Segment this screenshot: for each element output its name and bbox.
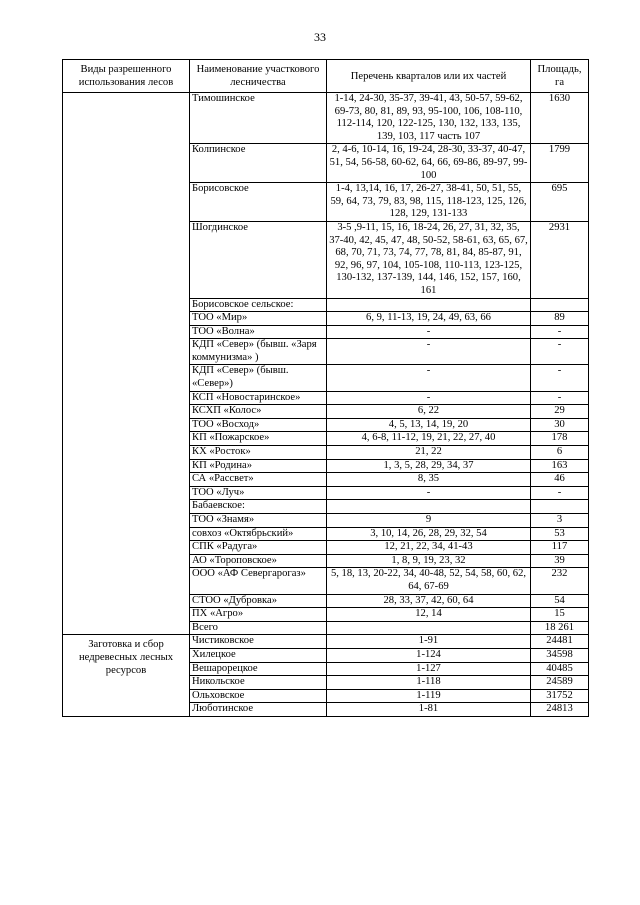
quarters-cell: 1-81	[327, 703, 531, 717]
area-cell: 695	[531, 183, 589, 222]
forestry-name-cell: КСХП «Колос»	[190, 405, 327, 419]
area-cell: 46	[531, 473, 589, 487]
forestry-name-cell: СА «Рассвет»	[190, 473, 327, 487]
forestry-name-cell: Ольховское	[190, 689, 327, 703]
area-cell: 3	[531, 514, 589, 528]
quarters-cell: 12, 14	[327, 608, 531, 622]
quarters-cell: 1-14, 24-30, 35-37, 39-41, 43, 50-57, 59-62, 69-73, 80, 81, 89, 93, 95-100, 106, 108-110, 112-114, 120, 122-125, 130, 132, 133, 135, 139, 103, 117 часть 107	[327, 93, 531, 144]
quarters-cell: -	[327, 486, 531, 500]
area-cell: 24481	[531, 635, 589, 649]
header-use-type: Виды разрешенного использования лесов	[63, 60, 190, 93]
forestry-name-cell: КП «Пожарское»	[190, 432, 327, 446]
quarters-cell: 3-5 ,9-11, 15, 16, 18-24, 26, 27, 31, 32, 35, 37-40, 42, 45, 47, 48, 50-52, 58-61, 63, 65, 67, 68, 70, 71, 73, 74, 77, 78, 81, 84, 85-87, 91, 92, 96, 97, 104, 105-108, 110-113, 123-125, 130-132, 137-139, 144, 146, 152, 157, 160, 161	[327, 221, 531, 298]
quarters-cell: 1-127	[327, 662, 531, 676]
quarters-cell: 8, 35	[327, 473, 531, 487]
area-cell: 1799	[531, 144, 589, 183]
area-cell	[531, 500, 589, 514]
quarters-cell: -	[327, 339, 531, 365]
forestry-name-cell: КП «Родина»	[190, 459, 327, 473]
quarters-cell	[327, 621, 531, 635]
forestry-name-cell: ПХ «Агро»	[190, 608, 327, 622]
forestry-name-cell: ТОО «Луч»	[190, 486, 327, 500]
forestry-name-cell: Хилецкое	[190, 648, 327, 662]
quarters-cell: 3, 10, 14, 26, 28, 29, 32, 54	[327, 527, 531, 541]
quarters-cell: 9	[327, 514, 531, 528]
quarters-cell: 1-119	[327, 689, 531, 703]
quarters-cell: 4, 6-8, 11-12, 19, 21, 22, 27, 40	[327, 432, 531, 446]
quarters-cell	[327, 298, 531, 312]
forestry-name-cell: Люботинское	[190, 703, 327, 717]
quarters-cell: 1, 8, 9, 19, 23, 32	[327, 554, 531, 568]
area-cell: 163	[531, 459, 589, 473]
forestry-name-cell: Бабаевское:	[190, 500, 327, 514]
area-cell: -	[531, 486, 589, 500]
area-cell: 54	[531, 594, 589, 608]
area-cell: -	[531, 339, 589, 365]
quarters-cell: -	[327, 325, 531, 339]
forestry-name-cell: ТОО «Знамя»	[190, 514, 327, 528]
area-cell: 178	[531, 432, 589, 446]
area-cell: -	[531, 365, 589, 391]
forestry-name-cell: КХ «Росток»	[190, 446, 327, 460]
quarters-cell: -	[327, 391, 531, 405]
area-cell	[531, 298, 589, 312]
table-row	[63, 93, 589, 144]
area-cell: 24589	[531, 676, 589, 690]
page-number: 33	[314, 30, 326, 44]
area-cell: 53	[531, 527, 589, 541]
area-cell: 39	[531, 554, 589, 568]
quarters-cell: 1, 3, 5, 28, 29, 34, 37	[327, 459, 531, 473]
forestry-name-cell: КСП «Новостаринское»	[190, 391, 327, 405]
quarters-cell: 21, 22	[327, 446, 531, 460]
area-cell: 1630	[531, 93, 589, 144]
quarters-cell: 1-124	[327, 648, 531, 662]
forestry-name-cell: Колпинское	[190, 144, 327, 183]
table-header-row	[63, 60, 589, 93]
forestry-name-cell: Вешарорецкое	[190, 662, 327, 676]
area-cell: 15	[531, 608, 589, 622]
area-cell: 2931	[531, 221, 589, 298]
header-area: Площадь, га	[531, 60, 589, 93]
quarters-cell: 6, 22	[327, 405, 531, 419]
quarters-cell: 1-118	[327, 676, 531, 690]
area-cell: 40485	[531, 662, 589, 676]
forestry-name-cell: Шогдинское	[190, 221, 327, 298]
forestry-name-cell: СТОО «Дубровка»	[190, 594, 327, 608]
quarters-cell: 4, 5, 13, 14, 19, 20	[327, 418, 531, 432]
area-cell: -	[531, 325, 589, 339]
forestry-name-cell: Борисовское	[190, 183, 327, 222]
quarters-cell: 1-91	[327, 635, 531, 649]
area-cell: 31752	[531, 689, 589, 703]
quarters-cell: 12, 21, 22, 34, 41-43	[327, 541, 531, 555]
forestry-name-cell: ТОО «Восход»	[190, 418, 327, 432]
quarters-cell: 5, 18, 13, 20-22, 34, 40-48, 52, 54, 58, 60, 62, 64, 67-69	[327, 568, 531, 594]
forestry-name-cell: СПК «Радуга»	[190, 541, 327, 555]
area-cell: 34598	[531, 648, 589, 662]
use-type-cell	[63, 93, 190, 635]
area-cell: 29	[531, 405, 589, 419]
forestry-name-cell: совхоз «Октябрьский»	[190, 527, 327, 541]
area-cell: 117	[531, 541, 589, 555]
area-cell: 89	[531, 312, 589, 326]
forestry-name-cell: Всего	[190, 621, 327, 635]
forestry-name-cell: АО «Тороповское»	[190, 554, 327, 568]
forestry-name-cell: КДП «Север» (бывш. «Север»)	[190, 365, 327, 391]
forestry-name-cell: Тимошинское	[190, 93, 327, 144]
use-type-cell: Заготовка и сбор недревесных лесных ресурсов	[63, 635, 190, 717]
quarters-cell: 1-4, 13,14, 16, 17, 26-27, 38-41, 50, 51, 55, 59, 64, 73, 79, 83, 98, 115, 118-123, 125, 126, 128, 129, 131-133	[327, 183, 531, 222]
area-cell: 232	[531, 568, 589, 594]
quarters-cell	[327, 500, 531, 514]
forest-use-table	[62, 59, 589, 717]
forestry-name-cell: Никольское	[190, 676, 327, 690]
forestry-name-cell: Чистиковское	[190, 635, 327, 649]
area-cell: 6	[531, 446, 589, 460]
header-quarters: Перечень кварталов или их частей	[327, 60, 531, 93]
forestry-name-cell: КДП «Север» (бывш. «Заря коммунизма» )	[190, 339, 327, 365]
area-cell: 30	[531, 418, 589, 432]
quarters-cell: 6, 9, 11-13, 19, 24, 49, 63, 66	[327, 312, 531, 326]
area-cell: -	[531, 391, 589, 405]
table-body	[63, 93, 589, 717]
quarters-cell: 28, 33, 37, 42, 60, 64	[327, 594, 531, 608]
quarters-cell: -	[327, 365, 531, 391]
forestry-name-cell: ООО «АФ Севергарогаз»	[190, 568, 327, 594]
header-forestry: Наименование участкового лесничества	[190, 60, 327, 93]
forestry-name-cell: Борисовское сельское:	[190, 298, 327, 312]
forestry-name-cell: ТОО «Волна»	[190, 325, 327, 339]
forestry-name-cell: ТОО «Мир»	[190, 312, 327, 326]
table-row	[63, 635, 589, 649]
quarters-cell: 2, 4-6, 10-14, 16, 19-24, 28-30, 33-37, 40-47, 51, 54, 56-58, 60-62, 64, 66, 69-86, 89-97, 99-100	[327, 144, 531, 183]
area-cell: 24813	[531, 703, 589, 717]
area-cell: 18 261	[531, 621, 589, 635]
